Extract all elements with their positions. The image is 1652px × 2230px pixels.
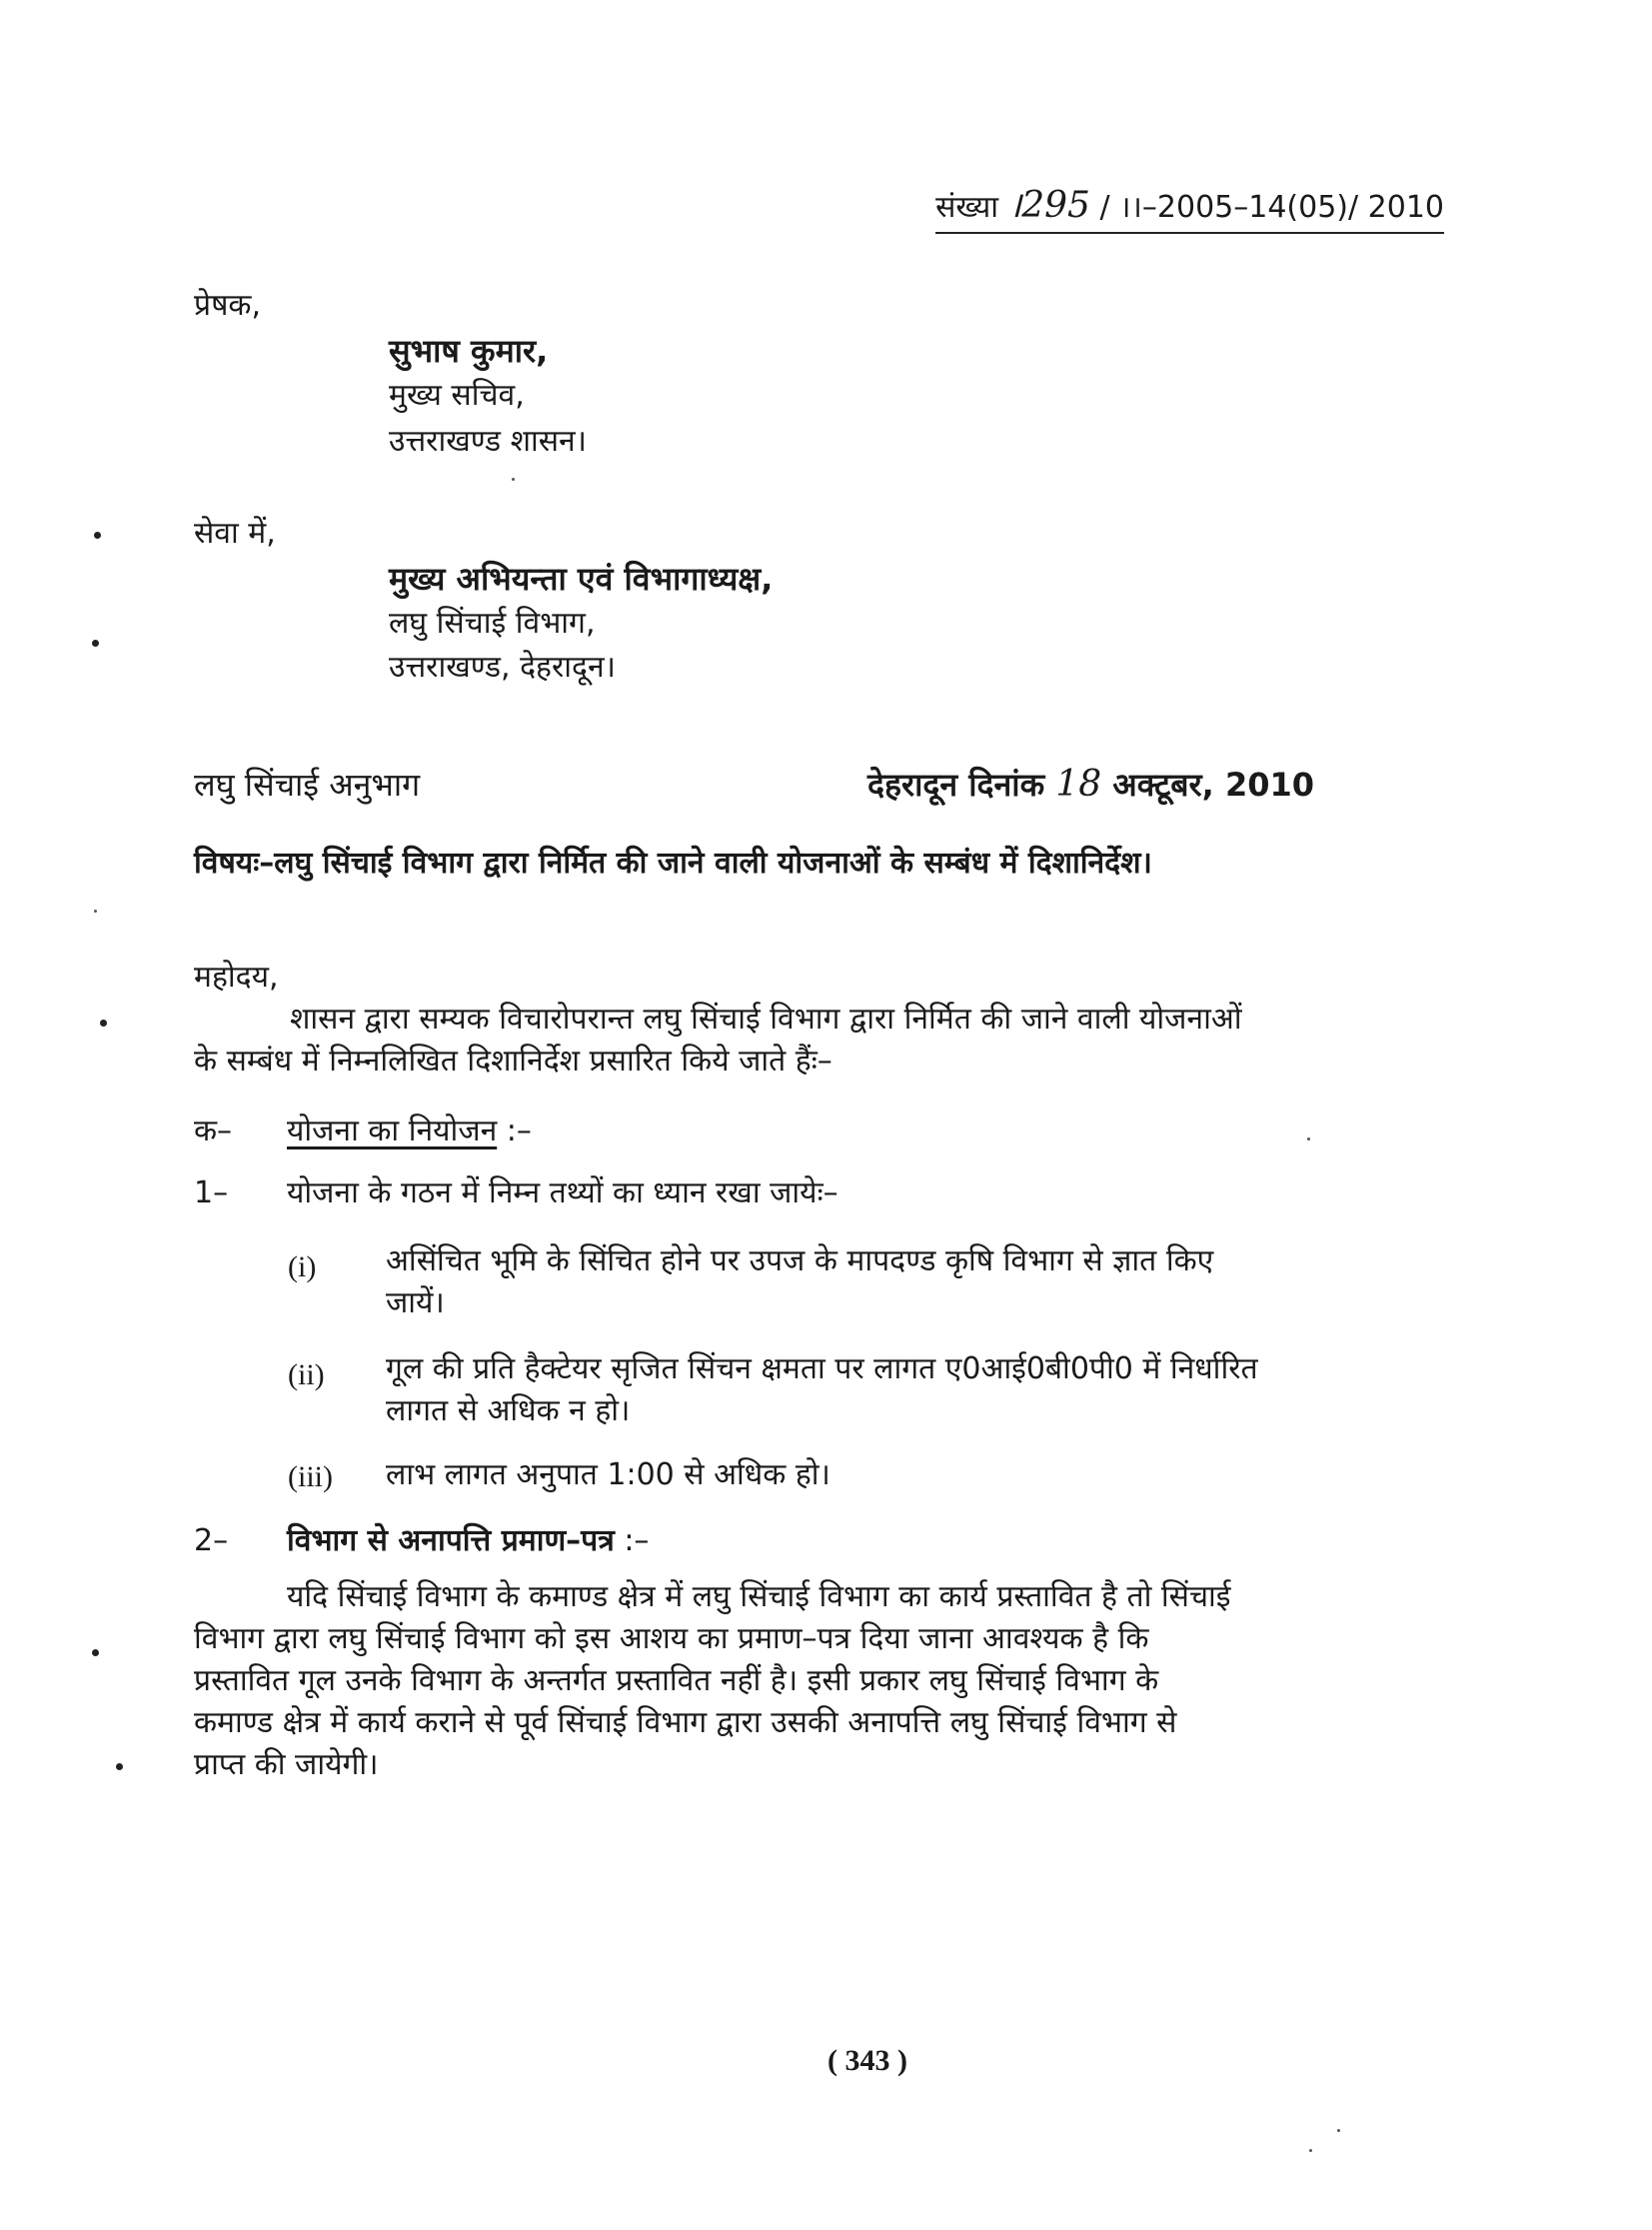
item-ii-line-2: लागत से अधिक न हो।: [386, 1393, 631, 1428]
item-i-line-1: असिंचित भूमि के सिंचित होने पर उपज के मापदण्ड कृषि विभाग से ज्ञात किए: [386, 1243, 1214, 1278]
section-name: लघु सिंचाई अनुभाग: [194, 766, 421, 804]
heading-ka: [287, 1110, 532, 1153]
recipient-department: लघु सिंचाई विभाग,: [389, 606, 596, 641]
scan-mark: [92, 640, 99, 647]
heading-ka-marker: क–: [194, 1114, 233, 1148]
sender-office: उत्तराखण्ड शासन।: [389, 424, 588, 459]
heading-ka-title: योजना का नियोजन: [287, 1114, 498, 1148]
scan-speck: [94, 910, 97, 913]
item-i-marker: (i): [288, 1250, 317, 1283]
scan-speck: [1307, 1137, 1310, 1140]
point-2-title: विभाग से अनापत्ति प्रमाण–पत्र: [287, 1523, 615, 1558]
sender-designation: मुख्य सचिव,: [389, 378, 525, 413]
item-ii-line-1: गूल की प्रति हैक्टेयर सृजित सिंचन क्षमता पर लागत ए0आई0बी0पी0 में निर्धारित: [386, 1351, 1258, 1386]
date-handwritten-day: 18: [1055, 764, 1102, 805]
date-suffix: अक्टूबर, 2010: [1112, 766, 1315, 804]
item-iii-line-1: लाभ लागत अनुपात 1:00 से अधिक हो।: [386, 1457, 830, 1492]
point-2-tail: :–: [624, 1523, 650, 1558]
letter-date: [867, 762, 1314, 808]
reference-suffix: / ।।–2005–14(05)/ 2010: [1099, 190, 1444, 225]
intro-line-1: शासन द्वारा सम्यक विचारोपरान्त लघु सिंचाई विभाग द्वारा निर्मित की जाने वाली योजनाओं: [290, 1002, 1242, 1037]
reference-prefix: संख्या: [935, 190, 999, 225]
point-1-text: योजना के गठन में निम्न तथ्यों का ध्यान रखा जायेः–: [287, 1175, 838, 1210]
point-1-number: 1–: [194, 1175, 229, 1210]
date-prefix: देहरादून दिनांक: [867, 766, 1045, 804]
scan-mark: [100, 1020, 107, 1027]
point-2-line-4: कमाण्ड क्षेत्र में कार्य कराने से पूर्व सिंचाई विभाग द्वारा उसकी अनापत्ति लघु सिंचाई विभाग से: [194, 1705, 1177, 1740]
point-2-number: 2–: [194, 1523, 229, 1558]
scan-speck: [1337, 2129, 1340, 2132]
scan-speck: [1309, 2149, 1312, 2152]
heading-ka-tail: :–: [506, 1114, 532, 1148]
sender-label: प्रेषक,: [194, 288, 261, 323]
recipient-place: उत्तराखण्ड, देहरादून।: [389, 650, 616, 685]
recipient-name: मुख्य अभियन्ता एवं विभागाध्यक्ष,: [389, 560, 774, 598]
subject-line: विषयः–लघु सिंचाई विभाग द्वारा निर्मित की जाने वाली योजनाओं के सम्बंध में दिशानिर्देश।: [194, 846, 1152, 881]
point-2-line-3: प्रस्तावित गूल उनके विभाग के अन्तर्गत प्रस्तावित नहीं है। इसी प्रकार लघु सिंचाई विभाग के: [194, 1663, 1159, 1698]
scan-mark: [92, 1649, 99, 1656]
salutation: महोदय,: [194, 960, 279, 995]
item-ii-marker: (ii): [288, 1358, 325, 1391]
recipient-label: सेवा में,: [194, 516, 276, 551]
scan-speck: [512, 478, 515, 481]
reference-number: [935, 184, 1444, 234]
sender-name: सुभाष कुमार,: [389, 332, 549, 370]
item-i-line-2: जायें।: [386, 1285, 445, 1320]
reference-handwritten-number: ।295: [1007, 185, 1090, 226]
point-2-line-2: विभाग द्वारा लघु सिंचाई विभाग को इस आशय का प्रमाण–पत्र दिया जाना आवश्यक है कि: [194, 1621, 1149, 1656]
page-number: ( 343 ): [827, 2044, 907, 2077]
scan-mark: [94, 532, 101, 539]
item-iii-marker: (iii): [288, 1460, 333, 1493]
point-2-line-5: प्राप्त की जायेगी।: [194, 1747, 379, 1782]
intro-line-2: के सम्बंध में निम्नलिखित दिशानिर्देश प्रसारित किये जाते हैंः–: [194, 1044, 832, 1079]
point-2-heading: [287, 1519, 649, 1563]
scan-mark: [116, 1763, 123, 1770]
point-2-line-1: यदि सिंचाई विभाग के कमाण्ड क्षेत्र में लघु सिंचाई विभाग का कार्य प्रस्तावित है तो सिंचाई: [287, 1579, 1231, 1614]
